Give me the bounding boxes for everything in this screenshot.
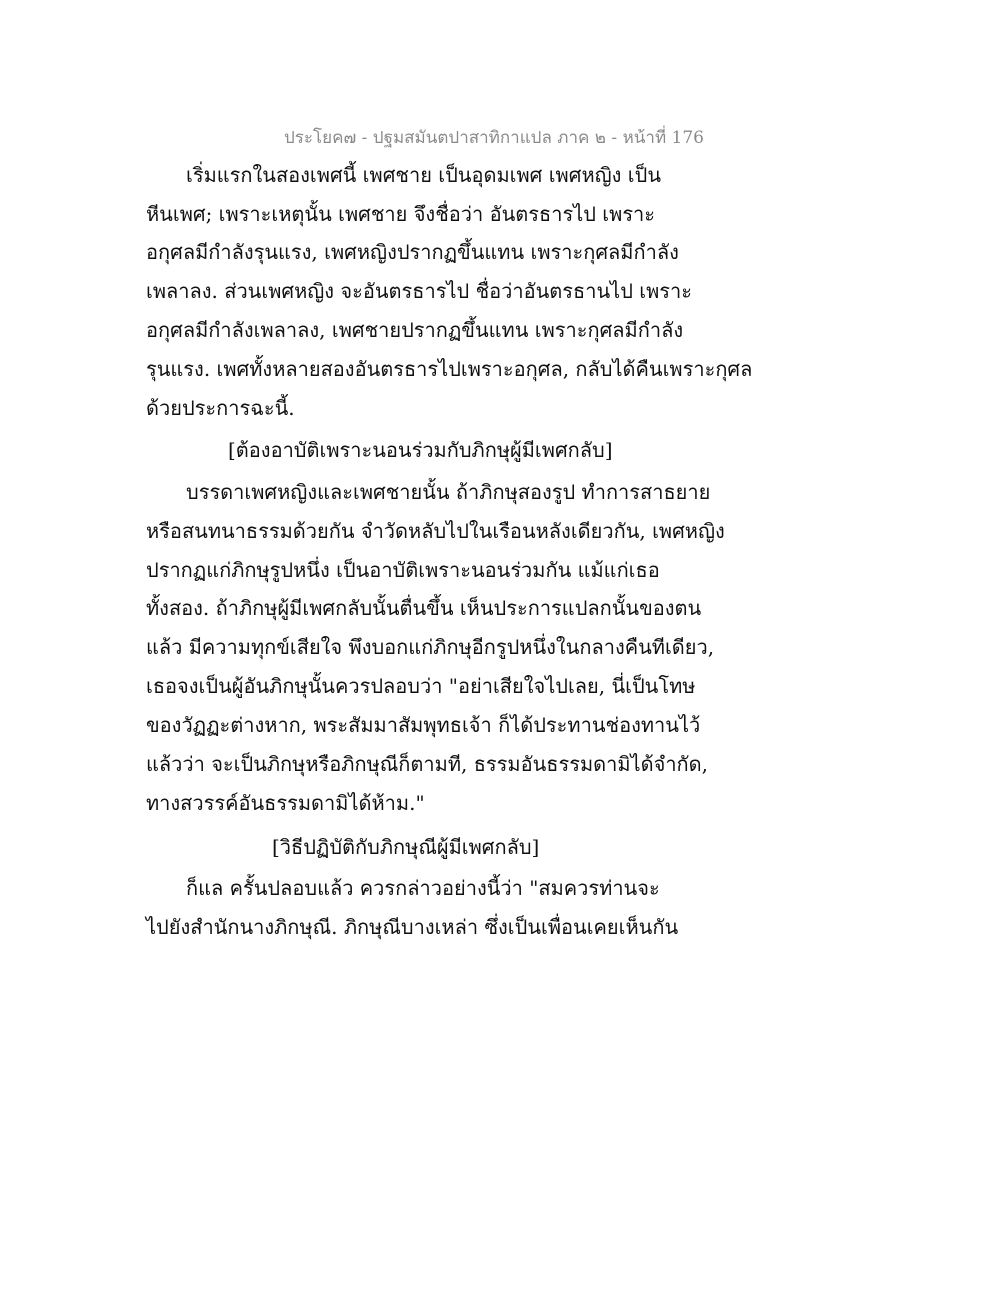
paragraph-line: ทางสวรรค์อันธรรมดามิได้ห้าม." — [146, 791, 425, 815]
paragraph-line: รุนแรง. เพศทั้งหลายสองอันตรธารไปเพราะอกุศล, กลับได้คืนเพราะกุศล — [146, 357, 753, 381]
paragraph-line: หรือสนทนาธรรมด้วยกัน จำวัดหลับไปในเรือนหลังเดียวกัน, เพศหญิง — [146, 519, 725, 543]
paragraph-line: ก็แล ครั้นปลอบแล้ว ควรกล่าวอย่างนี้ว่า "สมควรท่านจะ — [186, 876, 660, 900]
paragraph-line: เริ่มแรกในสองเพศนี้ เพศชาย เป็นอุดมเพศ เพศหญิง เป็น — [186, 163, 661, 187]
paragraph-line: ปรากฏแก่ภิกษุรูปหนึ่ง เป็นอาบัติเพราะนอนร่วมกัน แม้แก่เธอ — [146, 558, 660, 582]
paragraph-line: ทั้งสอง. ถ้าภิกษุผู้มีเพศกลับนั้นตื่นขึ้น เห็นประการแปลกนั้นของตน — [146, 596, 702, 620]
section-heading: [ต้องอาบัติเพราะนอนร่วมกับภิกษุผู้มีเพศกลับ] — [228, 438, 613, 462]
paragraph-line: หีนเพศ; เพราะเหตุนั้น เพศชาย จึงชื่อว่า อันตรธารไป เพราะ — [146, 202, 656, 226]
paragraph-line: แล้วว่า จะเป็นภิกษุหรือภิกษุณีก็ตามที, ธรรมอันธรรมดามิได้จำกัด, — [146, 752, 709, 776]
paragraph-line: บรรดาเพศหญิงและเพศชายนั้น ถ้าภิกษุสองรูป ทำการสาธยาย — [186, 480, 711, 504]
paragraph-line: ของวัฏฏะต่างหาก, พระสัมมาสัมพุทธเจ้า ก็ได้ประทานช่องทานไว้ — [146, 713, 701, 737]
paragraph-line: ด้วยประการฉะนี้. — [146, 396, 295, 420]
page-header: ประโยค๗ - ปฐมสมันตปาสาทิกาแปล ภาค ๒ - หน้าที่ 176 — [283, 128, 704, 148]
paragraph-line: เธอจงเป็นผู้อันภิกษุนั้นควรปลอบว่า "อย่าเสียใจไปเลย, นี่เป็นโทษ — [146, 674, 696, 698]
section-heading: [วิธีปฏิบัติกับภิกษุณีผู้มีเพศกลับ] — [272, 835, 540, 859]
paragraph-line: อกุศลมีกำลังรุนแรง, เพศหญิงปรากฏขึ้นแทน เพราะกุศลมีกำลัง — [146, 240, 679, 264]
paragraph-line: แล้ว มีความทุกข์เสียใจ พึงบอกแก่ภิกษุอีกรูปหนึ่งในกลางคืนทีเดียว, — [146, 635, 715, 659]
paragraph-line: เพลาลง. ส่วนเพศหญิง จะอันตรธารไป ชื่อว่าอันตรธานไป เพราะ — [146, 279, 692, 303]
paragraph-line: ไปยังสำนักนางภิกษุณี. ภิกษุณีบางเหล่า ซึ่งเป็นเพื่อนเคยเห็นกัน — [146, 915, 679, 939]
paragraph-line: อกุศลมีกำลังเพลาลง, เพศชายปรากฏขึ้นแทน เพราะกุศลมีกำลัง — [146, 318, 684, 342]
